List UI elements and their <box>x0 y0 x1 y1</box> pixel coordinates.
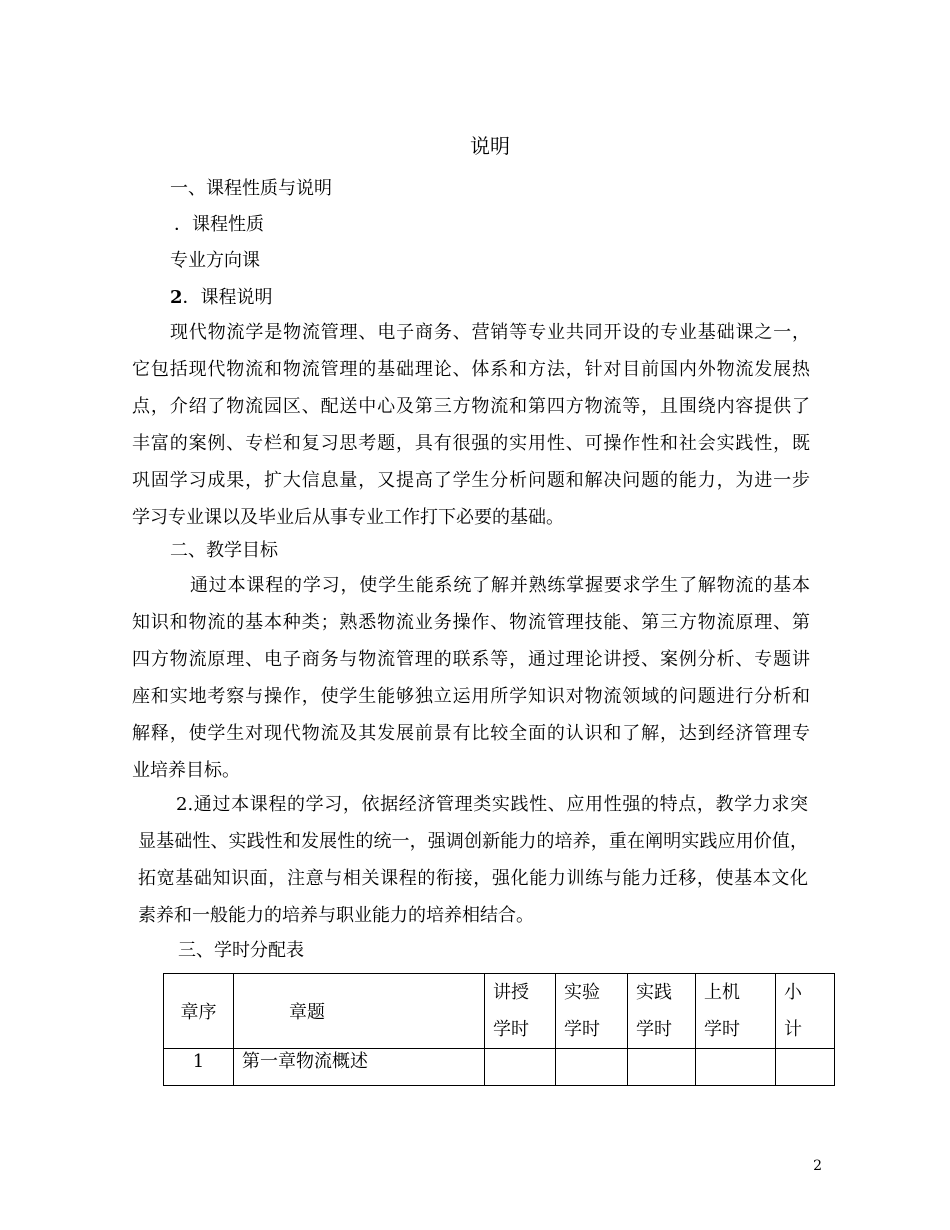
header-experiment <box>556 974 628 1049</box>
header-line: 学时 <box>493 1019 529 1040</box>
paragraph-line: 拓宽基础知识面，注意与相关课程的衔接，强化能力训练与能力迁移，使基本文化 <box>138 868 808 889</box>
hours-allocation-table <box>163 973 835 1086</box>
header-line: 学时 <box>564 1019 600 1040</box>
header-subtotal <box>776 974 835 1049</box>
header-computer <box>696 974 776 1049</box>
section3-heading: 三、学时分配表 <box>178 940 304 961</box>
paragraph-line: 座和实地考察与操作，使学生能够独立运用所学知识对物流领域的问题进行分析和 <box>132 686 810 707</box>
subsection-number: 2 <box>170 287 183 308</box>
header-line: 实验 <box>564 982 600 1003</box>
paragraph-line: 它包括现代物流和物流管理的基础理论、体系和方法，针对目前国内外物流发展热 <box>132 359 810 380</box>
cell-subtotal <box>776 1049 835 1086</box>
cell-chapter-title: 第一章物流概述 <box>234 1049 485 1086</box>
header-practice <box>628 974 696 1049</box>
header-line: 学时 <box>636 1019 672 1040</box>
cell-chapter-no: 1 <box>164 1049 234 1086</box>
paragraph-line: 通过本课程的学习，使学生能系统了解并熟练掌握要求学生了解物流的基本 <box>190 575 810 596</box>
subsection-course-nature: ．课程性质 <box>174 214 264 235</box>
header-line: 讲授 <box>493 982 529 1003</box>
page-number: 2 <box>813 1158 822 1174</box>
table-header-row <box>164 974 835 1049</box>
section2-heading: 二、教学目标 <box>170 540 278 561</box>
course-description-paragraph <box>132 314 810 536</box>
page-title: 说明 <box>470 134 510 158</box>
paragraph-line: 业培养目标。 <box>132 760 240 781</box>
cell-practice <box>628 1049 696 1086</box>
cell-computer <box>696 1049 776 1086</box>
header-lecture <box>485 974 556 1049</box>
subsection-course-description <box>170 285 273 311</box>
paragraph-line: 显基础性、实践性和发展性的统一，强调创新能力的培养，重在阐明实践应用价值， <box>138 831 808 852</box>
header-line: 小 <box>784 982 802 1003</box>
header-line: 计 <box>784 1019 802 1040</box>
paragraph-line: 学习专业课以及毕业后从事专业工作打下必要的基础。 <box>132 507 564 528</box>
header-line: 学时 <box>704 1019 740 1040</box>
course-nature-value: 专业方向课 <box>170 250 260 271</box>
paragraph-line: 解释，使学生对现代物流及其发展前景有比较全面的认识和了解，达到经济管理专 <box>132 723 810 744</box>
paragraph-line: 点，介绍了物流园区、配送中心及第三方物流和第四方物流等，且围绕内容提供了 <box>132 396 810 417</box>
header-chapter-no: 章序 <box>164 974 234 1049</box>
paragraph-line: 现代物流学是物流管理、电子商务、营销等专业共同开设的专业基础课之一， <box>170 322 810 343</box>
table-row <box>164 1049 835 1086</box>
header-chapter-title: 章题 <box>234 974 485 1049</box>
subsection-label: ．课程说明 <box>182 287 273 308</box>
paragraph-line: 丰富的案例、专栏和复习思考题，具有很强的实用性、可操作性和社会实践性，既 <box>132 433 810 454</box>
paragraph-line: 知识和物流的基本种类；熟悉物流业务操作、物流管理技能、第三方物流原理、第 <box>132 612 810 633</box>
section1-heading: 一、课程性质与说明 <box>170 178 332 199</box>
cell-lecture <box>485 1049 556 1086</box>
cell-experiment <box>556 1049 628 1086</box>
paragraph-line: 素养和一般能力的培养与职业能力的培养相结合。 <box>138 905 534 926</box>
paragraph-line: 巩固学习成果，扩大信息量，又提高了学生分析问题和解决问题的能力，为进一步 <box>132 470 810 491</box>
paragraph-line: 四方物流原理、电子商务与物流管理的联系等，通过理论讲授、案例分析、专题讲 <box>132 649 810 670</box>
teaching-goal-paragraph-2 <box>138 786 808 934</box>
teaching-goal-paragraph-1 <box>132 567 810 789</box>
header-line: 实践 <box>636 982 672 1003</box>
header-line: 上机 <box>704 982 740 1003</box>
paragraph-line: 2.通过本课程的学习，依据经济管理类实践性、应用性强的特点，教学力求突 <box>176 794 808 815</box>
